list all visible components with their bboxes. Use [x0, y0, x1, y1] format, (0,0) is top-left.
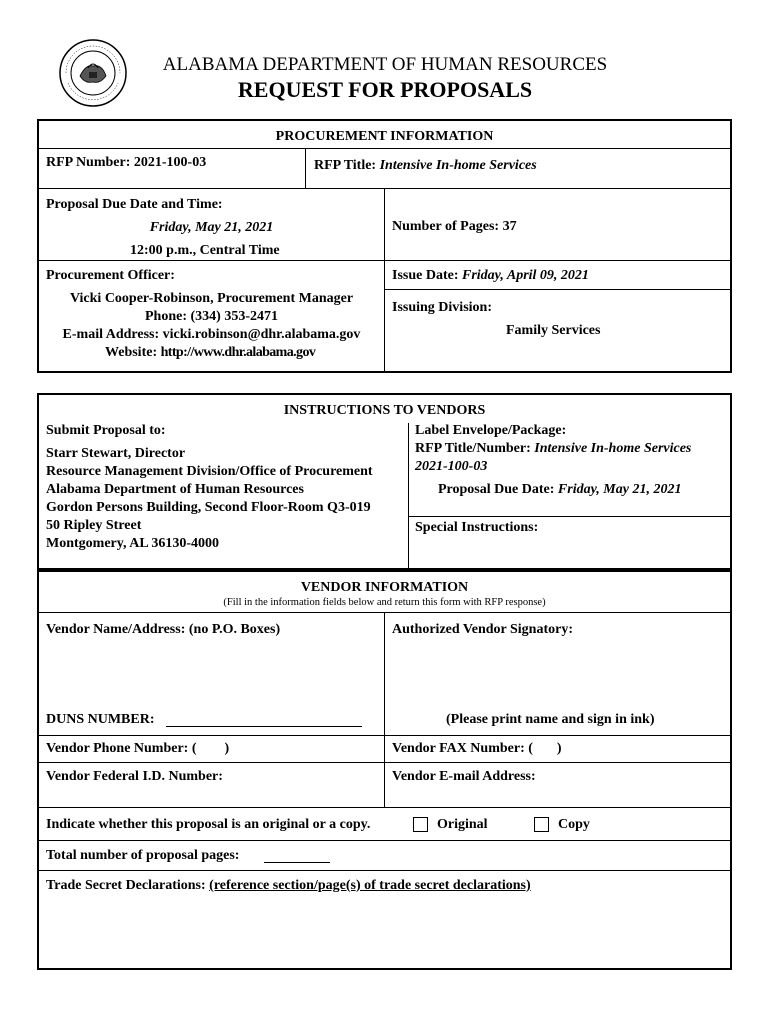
signatory-field[interactable] — [390, 642, 724, 702]
label-rfp-prefix: RFP Title/Number: — [415, 441, 531, 456]
label-due-prefix: Proposal Due Date: — [438, 482, 555, 497]
state-seal — [58, 38, 128, 108]
due-date-label: Proposal Due Date and Time: — [46, 197, 223, 212]
special-instructions-label: Special Instructions: — [415, 520, 539, 535]
officer-website — [105, 345, 315, 361]
fax-close: ) — [556, 741, 562, 756]
duns-label: DUNS NUMBER: — [46, 712, 155, 727]
fax-label: Vendor FAX Number: ( — [392, 741, 533, 756]
officer-phone: Phone: (334) 353-2471 — [145, 309, 278, 324]
website-link[interactable]: http://www.dhr.alabama.gov — [160, 345, 316, 360]
copy-checkbox[interactable] — [534, 817, 549, 832]
trade-secret — [46, 878, 531, 894]
duns-input-line[interactable] — [166, 726, 362, 727]
instructions-title: INSTRUCTIONS TO VENDORS — [283, 403, 486, 418]
phone-label: Vendor Phone Number: ( — [46, 741, 197, 756]
vendor-fax[interactable] — [392, 741, 562, 757]
original-label: Original — [437, 817, 488, 832]
vendor-email-label: Vendor E-mail Address: — [392, 769, 536, 784]
division-label: Issuing Division: — [392, 300, 492, 315]
seal-icon — [58, 38, 128, 108]
label-rfp-title — [415, 441, 691, 457]
label-due-value: Friday, May 21, 2021 — [557, 482, 682, 497]
document-title: REQUEST FOR PROPOSALS — [237, 77, 533, 102]
print-note: (Please print name and sign in ink) — [446, 712, 655, 727]
phone-close: ) — [224, 741, 230, 756]
address-line: Starr Stewart, Director — [46, 446, 186, 461]
submit-label: Submit Proposal to: — [46, 423, 166, 438]
total-pages-input-line[interactable] — [264, 862, 330, 863]
pages-value: 37 — [502, 219, 517, 234]
address-line: 50 Ripley Street — [46, 518, 142, 533]
issue-date-label: Issue Date: — [392, 268, 459, 283]
pages-label: Number of Pages: — [392, 219, 500, 234]
officer-label: Procurement Officer: — [46, 268, 175, 283]
department-title: ALABAMA DEPARTMENT OF HUMAN RESOURCES — [162, 54, 608, 75]
federal-id-field[interactable] — [44, 786, 378, 804]
trade-secret-field[interactable] — [44, 900, 724, 964]
rfp-title — [314, 158, 537, 174]
vendor-subtitle: (Fill in the information fields below and return this form with RFP response) — [223, 597, 546, 608]
officer-name: Vicki Cooper-Robinson, Procurement Manager — [69, 291, 354, 306]
issue-date-value: Friday, April 09, 2021 — [462, 268, 589, 283]
label-rfp-title-value: Intensive In-home Services — [534, 441, 692, 456]
address-line: Resource Management Division/Office of Procurement — [46, 464, 373, 479]
signatory-label: Authorized Vendor Signatory: — [392, 622, 573, 637]
procurement-title: PROCUREMENT INFORMATION — [275, 129, 494, 144]
federal-id-label: Vendor Federal I.D. Number: — [46, 769, 223, 784]
label-rfp-number: 2021-100-03 — [415, 459, 488, 474]
officer-email: E-mail Address: vicki.robinson@dhr.alabama.gov — [62, 327, 361, 342]
submit-address — [46, 445, 373, 553]
label-due-date — [438, 482, 681, 498]
address-line: Montgomery, AL 36130-4000 — [46, 536, 220, 551]
total-pages-label: Total number of proposal pages: — [46, 848, 240, 863]
number-of-pages — [392, 219, 517, 235]
division-value: Family Services — [506, 323, 601, 338]
copy-label: Copy — [558, 817, 590, 832]
vendor-phone[interactable] — [46, 741, 229, 757]
address-line: Gordon Persons Building, Second Floor-Room Q3-019 — [46, 500, 371, 515]
issue-date — [392, 268, 589, 284]
rfp-title-label: RFP Title: — [314, 158, 377, 173]
vendor-email-field[interactable] — [390, 786, 724, 804]
due-date-value: Friday, May 21, 2021 — [149, 220, 274, 235]
trade-secret-label: Trade Secret Declarations: — [46, 878, 206, 893]
address-line: Alabama Department of Human Resources — [46, 482, 304, 497]
trade-secret-reference: (reference section/page(s) of trade secret declarations) — [209, 878, 531, 893]
original-copy-question: Indicate whether this proposal is an original or a copy. — [46, 817, 371, 832]
website-label: Website: — [105, 345, 158, 360]
vendor-name-label: Vendor Name/Address: (no P.O. Boxes) — [46, 622, 281, 637]
due-time-value: 12:00 p.m., Central Time — [130, 243, 280, 258]
vendor-title: VENDOR INFORMATION — [300, 580, 469, 595]
rfp-number: RFP Number: 2021-100-03 — [46, 155, 207, 170]
original-checkbox[interactable] — [413, 817, 428, 832]
label-envelope: Label Envelope/Package: — [415, 423, 567, 438]
rfp-title-value: Intensive In-home Services — [379, 158, 537, 173]
vendor-name-field[interactable] — [44, 642, 378, 702]
